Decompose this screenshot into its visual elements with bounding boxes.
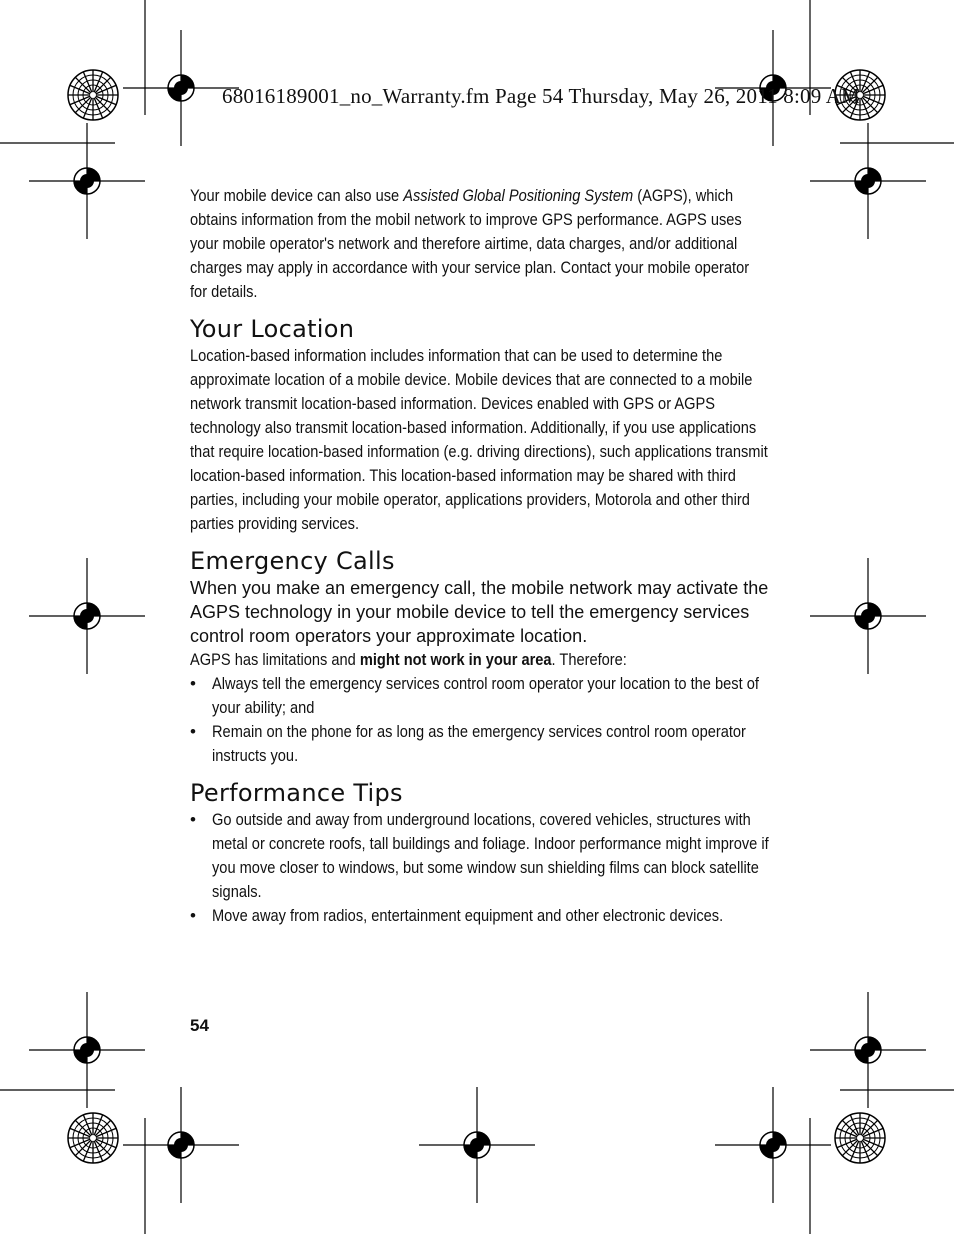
- agps-term: Assisted Global Positioning System: [403, 186, 634, 205]
- bullet: •: [190, 906, 196, 925]
- performance-bullet-list: [190, 808, 770, 928]
- emergency-lead-paragraph: When you make an emergency call, the mobile network may activate the AGPS technology in your mobile device to tell the emergency services control room operators your approximate location.: [190, 578, 769, 646]
- intro-paragraph: Your mobile device can also use Assisted Global Positioning System (AGPS), which obtains information from the mobil network to improve GPS performance. AGPS uses your mobile operator's network and therefore airtime, data charges, and/or additional charges may apply in accordance with your service plan. Contact your mobile operator for details.: [190, 186, 750, 301]
- file-slug-header: 68016189001_no_Warranty.fm Page 54 Thursday, May 26, 2011 8:09 AM: [222, 84, 860, 108]
- your-location-heading: Your Location: [190, 315, 355, 343]
- bullet: •: [190, 722, 196, 741]
- emergency-bullet-list: [190, 672, 770, 768]
- list-item: • Move away from radios, entertainment equipment and other electronic devices.: [190, 904, 770, 928]
- performance-tips-heading: Performance Tips: [190, 779, 403, 807]
- bullet: •: [190, 810, 196, 829]
- location-paragraph: Location-based information includes information that can be used to determine the approximate location of a mobile device. Mobile devices that are connected to a mobile network transmit location-based information. Devices enabled with GPS or AGPS technology also transmit location-based information. Additionally, if you use applications that require location-based information (e.g. driving directions), such applications transmit location-based information. This location-based information may be shared with third parties, including your mobile operator, applications providers, Motorola and other third parties providing services.: [190, 346, 768, 533]
- bullet: •: [190, 674, 196, 693]
- list-item: • Remain on the phone for as long as the emergency services control room operator instructs you.: [190, 722, 746, 765]
- agps-limitations: AGPS has limitations and might not work in your area. Therefore:: [190, 650, 627, 669]
- page-content: [190, 184, 770, 928]
- page-number: 54: [190, 1016, 209, 1035]
- emergency-calls-heading: Emergency Calls: [190, 547, 395, 575]
- list-item: • Always tell the emergency services control room operator your location to the best of your ability; and: [190, 674, 759, 717]
- list-item: • Go outside and away from underground locations, covered vehicles, structures with metal or concrete roofs, tall buildings and foliage. Indoor performance might improve if you move closer to windows, but some window sun shielding films can block satellite signals.: [190, 810, 769, 901]
